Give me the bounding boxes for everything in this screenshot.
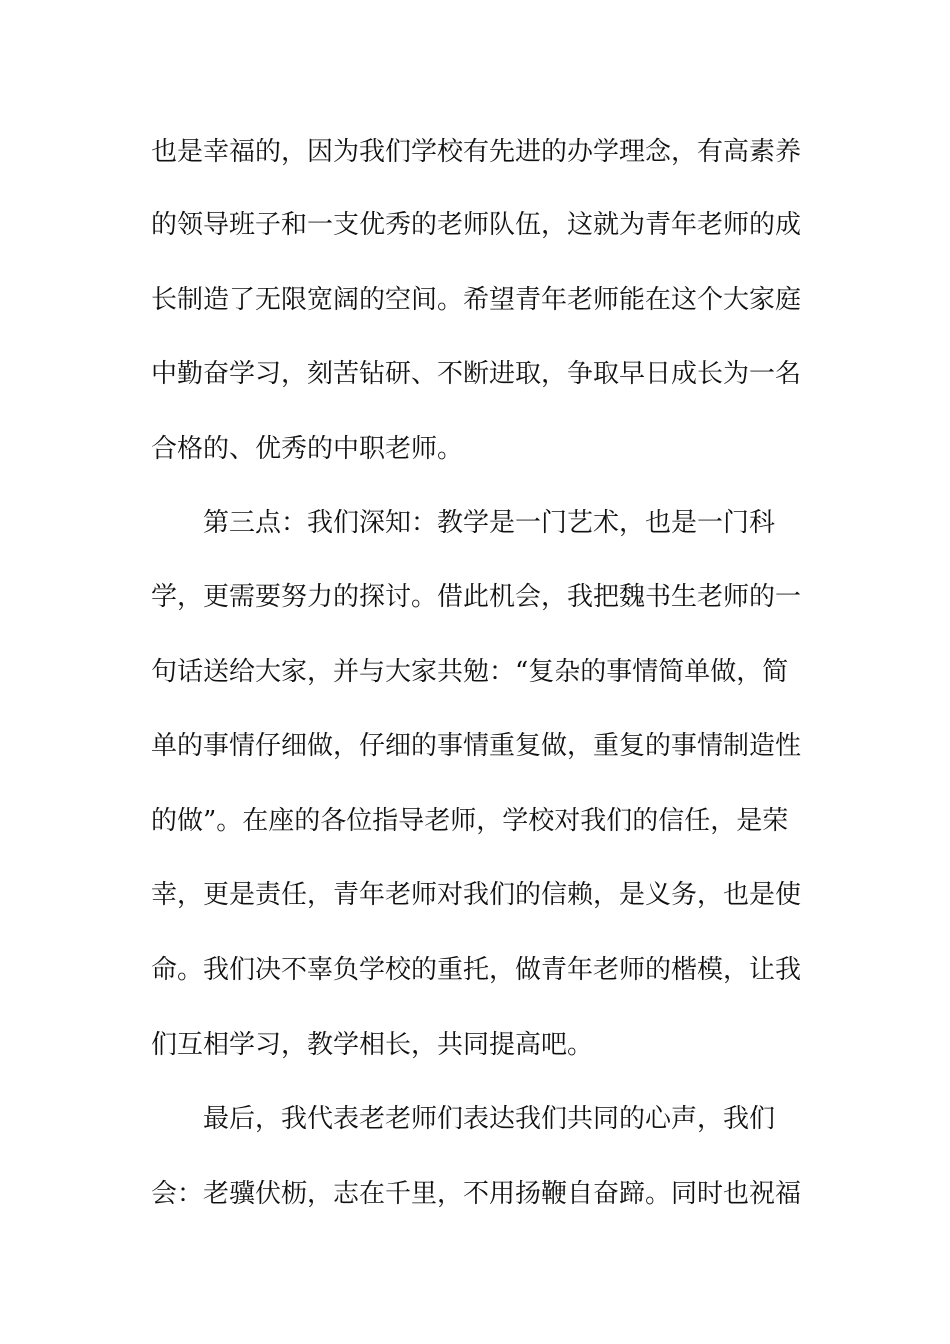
text-line: 句话送给大家，并与大家共勉：“复杂的事情简单做，简 xyxy=(151,657,789,687)
text-line: 命。我们决不辜负学校的重托，做青年老师的楷模，让我 xyxy=(151,955,802,985)
text-line: 会：老骥伏枥，志在千里，不用扬鞭自奋蹄。同时也祝福 xyxy=(151,1179,802,1209)
text-line: 幸，更是责任，青年老师对我们的信赖，是义务，也是使 xyxy=(151,880,802,910)
text-line: 也是幸福的，因为我们学校有先进的办学理念，有高素养 xyxy=(151,137,802,167)
text-line: 学，更需要努力的探讨。借此机会，我把魏书生老师的一 xyxy=(151,582,802,612)
paragraph-start-line: 第三点：我们深知：教学是一门艺术，也是一门科 xyxy=(203,508,776,538)
text-line: 的做”。在座的各位指导老师，学校对我们的信任，是荣 xyxy=(151,806,789,836)
paragraph-start-line: 最后，我代表老老师们表达我们共同的心声，我们 xyxy=(203,1104,776,1134)
text-line: 中勤奋学习，刻苦钻研、不断进取，争取早日成长为一名 xyxy=(151,359,802,389)
text-line: 单的事情仔细做，仔细的事情重复做，重复的事情制造性 xyxy=(151,731,802,761)
text-line: 的领导班子和一支优秀的老师队伍，这就为青年老师的成 xyxy=(151,210,802,240)
text-line: 们互相学习，教学相长，共同提高吧。 xyxy=(151,1030,594,1060)
text-line: 长制造了无限宽阔的空间。希望青年老师能在这个大家庭 xyxy=(151,285,802,315)
text-line: 合格的、优秀的中职老师。 xyxy=(151,434,464,464)
